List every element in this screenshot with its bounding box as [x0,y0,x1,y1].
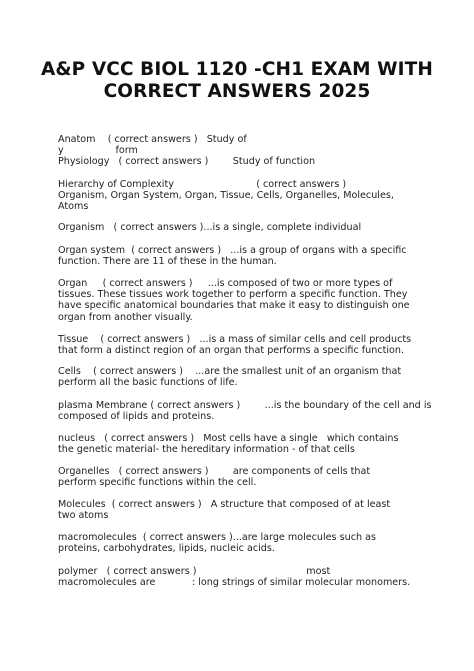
entry-line: Hierarchy of Complexity ( correct answers ) [58,179,347,190]
entry-organism [58,222,428,233]
entry-line: Organism ( correct answers )...is a single, complete individual [58,222,362,233]
entry-line: perform all the basic functions of life. [58,377,238,389]
entry-line: macromolecules are : long strings of similar molecular monomers. [58,577,411,589]
entry-nucleus [58,433,428,455]
entry-line: Tissue ( correct answers ) ...is a mass of similar cells and cell products [58,334,412,345]
entry-line: plasma Membrane ( correct answers ) ...is the boundary of the cell and is [58,400,432,411]
entry-line: Molecules ( correct answers ) A structure that composed of at least [58,499,391,510]
entry-cells [58,366,428,388]
entry-plasma-membrane [58,400,432,423]
entry-line: Atoms [58,201,89,213]
entry-line: perform specific functions within the cell. [58,477,257,489]
entry-line: Organelles ( correct answers ) are components of cells that [58,466,371,477]
entry-line: have specific anatomical boundaries that make it easy to distinguish one [58,300,410,312]
title-line-2: CORRECT ANSWERS 2025 [103,81,371,102]
entry-molecules [58,499,428,521]
entry-line: polymer ( correct answers ) most [58,566,331,577]
entry-line: that form a distinct region of an organ that performs a specific function. [58,345,405,357]
entry-line: function. There are 11 of these in the human. [58,256,277,268]
entry-line: proteins, carbohydrates, lipids, nucleic acids. [58,543,275,555]
entry-line: Cells ( correct answers ) ...are the smallest unit of an organism that [58,366,402,377]
title-line-1: A&P VCC BIOL 1120 -CH1 EXAM WITH [41,59,433,80]
entry-hierarchy-of-complexity [58,179,428,213]
entry-line: tissues. These tissues work together to perform a specific function. They [58,289,408,301]
entry-line: Organ system ( correct answers ) ...is a group of organs with a specific [58,245,407,256]
entry-line: two atoms [58,510,109,522]
entry-line: macromolecules ( correct answers )...are large molecules such as [58,532,376,543]
entry-macromolecules [58,532,428,554]
entry-organelles [58,466,428,488]
entry-line: Anatom ( correct answers ) Study of [58,134,247,145]
entry-line: the genetic material- the hereditary information - of that cells [58,444,355,456]
entry-line: organ from another visually. [58,311,193,323]
entry-line: nucleus ( correct answers ) Most cells have a single which contains [58,433,399,444]
entry-organ-system [58,245,428,267]
entry-line: composed of lipids and proteins. [58,411,215,423]
entry-line: Organ ( correct answers ) ...is composed of two or more types of [58,278,393,289]
entry-line: Organism, Organ System, Organ, Tissue, Cells, Organelles, Molecules, [58,190,394,202]
entry-polymer [58,566,428,588]
entry-physiology [58,156,428,167]
entry-line: Physiology ( correct answers ) Study of function [58,156,316,167]
entry-anatomy [58,134,428,156]
document-title [20,59,454,103]
entry-organ [58,278,428,323]
entry-line: y form [58,145,138,157]
entry-tissue [58,334,428,356]
